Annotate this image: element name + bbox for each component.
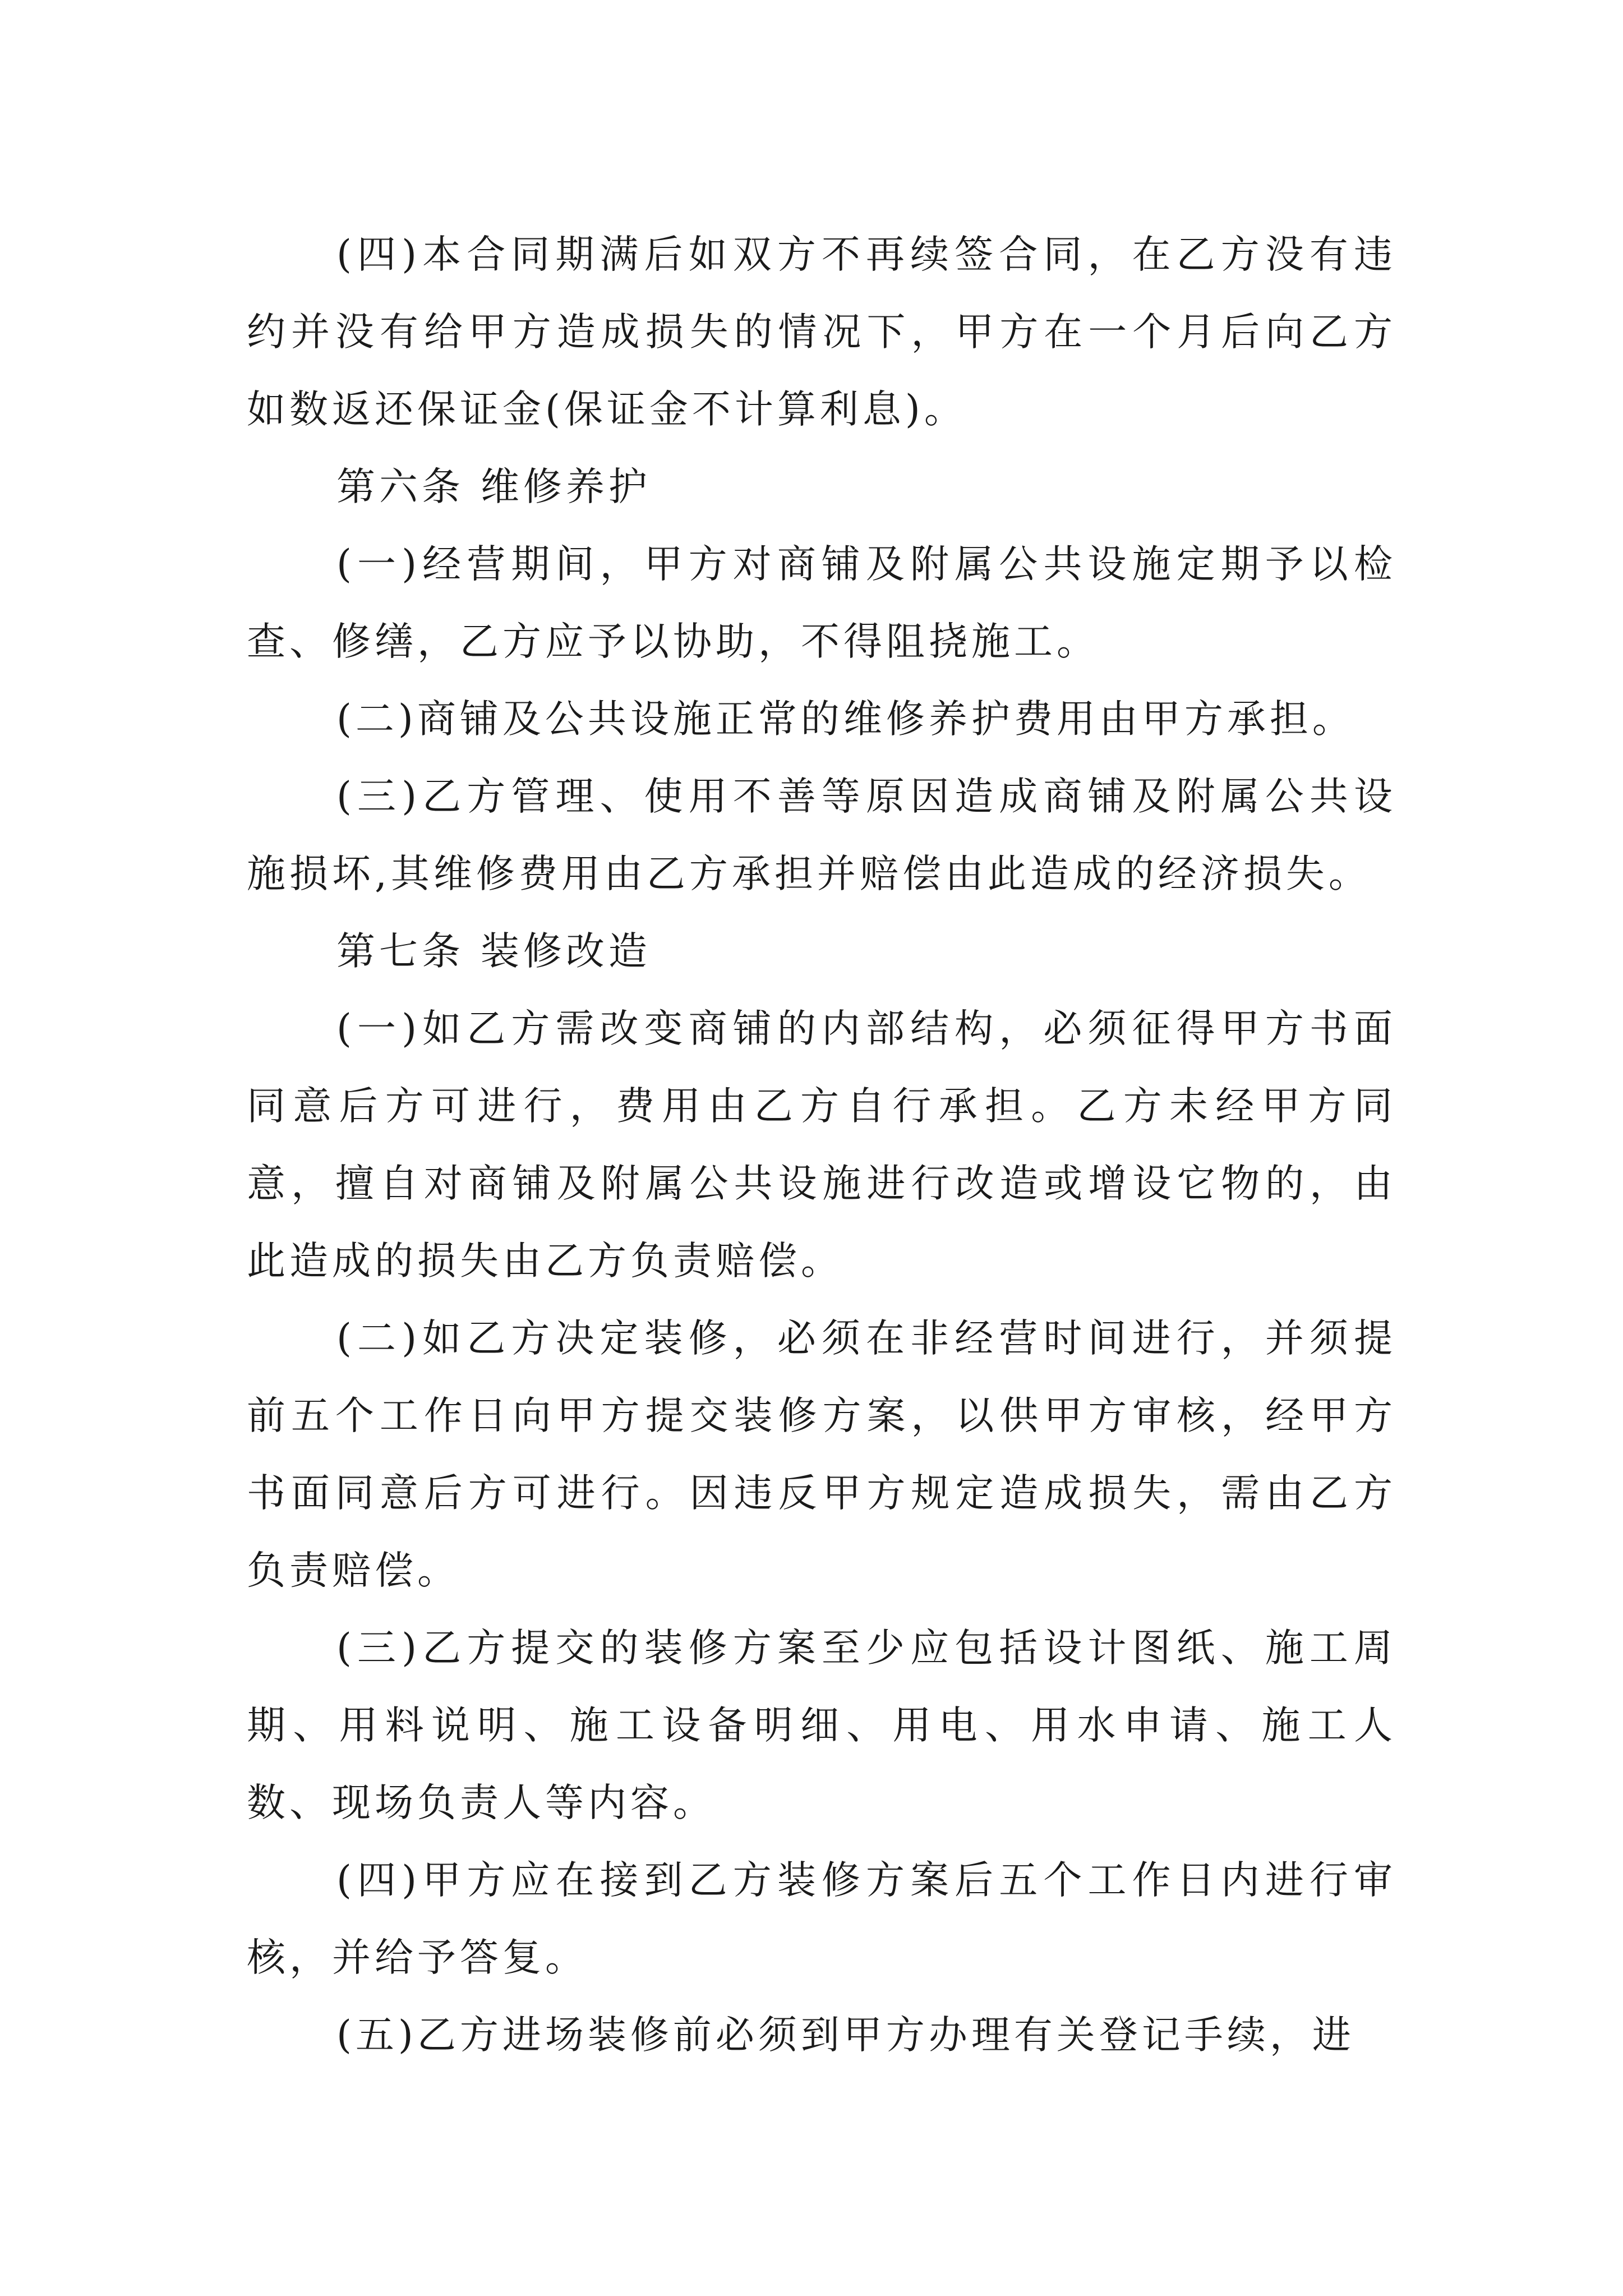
paragraph-article-7-item-3: (三)乙方提交的装修方案至少应包括设计图纸、施工周期、用料说明、施工设备明细、用电、用水申请、施工人数、现场负责人等内容。 <box>247 1626 1396 1825</box>
paragraph-article-7-item-1: (一)如乙方需改变商铺的内部结构，必须征得甲方书面同意后方可进行，费用由乙方自行承担。乙方未经甲方同意，擅自对商铺及附属公共设施进行改造或增设它物的，由此造成的损失由乙方负责赔偿。 <box>247 1006 1396 1283</box>
paragraph-article-7-item-5: (五)乙方进场装修前必须到甲方办理有关登记手续，进 <box>336 2013 1355 2058</box>
paragraph-article-7-item-2: (二)如乙方决定装修，必须在非经营时间进行，并须提前五个工作日向甲方提交装修方案，以供甲方审核，经甲方书面同意后方可进行。因违反甲方规定造成损失，需由乙方负责赔偿。 <box>247 1316 1396 1593</box>
paragraph-article-7-item-4: (四)甲方应在接到乙方装修方案后五个工作日内进行审核，并给予答复。 <box>247 1858 1396 1980</box>
paragraph-article-6-item-2: (二)商铺及公共设施正常的维修养护费用由甲方承担。 <box>336 697 1355 742</box>
paragraph-clause-4-deposit-return: (四)本合同期满后如双方不再续签合同，在乙方没有违约并没有给甲方造成损失的情况下，甲方在一个月后向乙方如数返还保证金(保证金不计算利息)。 <box>247 232 1396 432</box>
section-heading-article-7: 第七条 装修改造 <box>336 929 651 974</box>
paragraph-article-6-item-1: (一)经营期间，甲方对商铺及附属公共设施定期予以检查、修缮，乙方应予以协助，不得阻挠施工。 <box>247 542 1396 664</box>
document-body <box>247 216 1396 2074</box>
paragraph-article-6-item-3: (三)乙方管理、使用不善等原因造成商铺及附属公共设施损坏,其维修费用由乙方承担并赔偿由此造成的经济损失。 <box>247 774 1396 896</box>
section-heading-article-6: 第六条 维修养护 <box>336 464 651 509</box>
